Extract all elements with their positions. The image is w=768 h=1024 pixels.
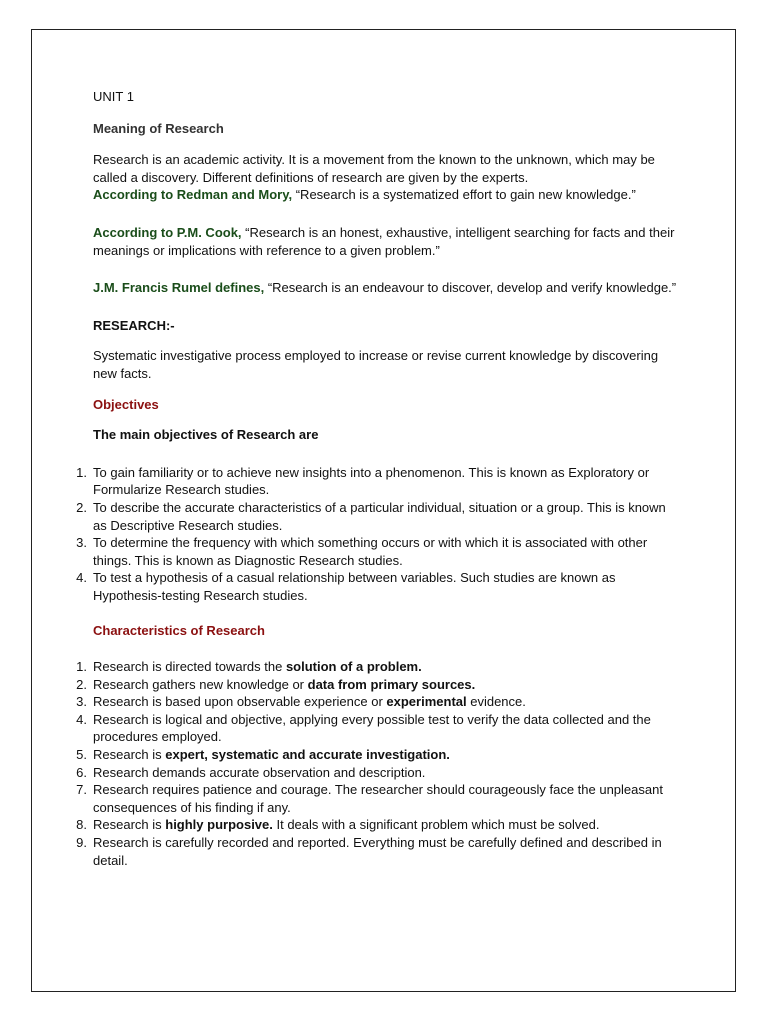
characteristics-heading: Characteristics of Research (93, 623, 265, 639)
definition-source: According to Redman and Mory, (93, 187, 293, 203)
research-heading: RESEARCH:- (93, 317, 175, 333)
list-number: 4. (76, 711, 87, 727)
list-text-bold: highly purposive. (165, 817, 273, 833)
list-item (76, 693, 679, 711)
list-item (76, 464, 679, 499)
definition-text: “Research is an endeavour to discover, develop and verify knowledge.” (264, 280, 677, 296)
list-item (76, 658, 679, 676)
list-text: To describe the accurate characteristics of a particular individual, situation or a group. This is known as Descriptive Research studies. (93, 499, 666, 533)
list-number: 3. (76, 535, 87, 551)
list-text: Research requires patience and courage. The researcher should courageously face the unpleasant consequences of his finding if any. (93, 782, 663, 815)
list-text: Research is logical and objective, applying every possible test to verify the data collected and the procedures employed. (93, 711, 651, 745)
list-item (76, 499, 679, 534)
list-number: 7. (76, 782, 87, 798)
meaning-heading: Meaning of Research (93, 120, 224, 136)
list-number: 2. (76, 676, 87, 692)
intro-paragraph: Research is an academic activity. It is a movement from the known to the unknown, which may be called a discovery. Different definitions of research are given by the experts. (93, 152, 655, 185)
list-item (76, 816, 679, 834)
list-text-bold: experimental (386, 694, 467, 710)
list-text: To test a hypothesis of a casual relationship between variables. Such studies are known as Hypothesis-testing Research studies. (93, 570, 616, 603)
list-text: Research is carefully recorded and reported. Everything must be carefully defined and described in detail. (93, 835, 662, 868)
list-number: 1. (76, 464, 87, 480)
list-text: Research is based upon observable experience or (93, 694, 387, 710)
list-number: 3. (76, 694, 87, 710)
list-item (76, 676, 679, 694)
characteristics-list (76, 658, 679, 869)
document-page (31, 29, 736, 992)
list-number: 2. (76, 499, 87, 515)
research-definition: Systematic investigative process employed to increase or revise current knowledge by discovering new facts. (93, 348, 659, 381)
objectives-intro: The main objectives of Research are (93, 427, 319, 443)
list-text: Research gathers new knowledge or (93, 676, 308, 692)
list-text: To determine the frequency with which something occurs or with which it is associated with other things. This is known as Diagnostic Research studies. (93, 535, 648, 568)
definition-3 (93, 279, 679, 297)
list-text: Research is (93, 747, 166, 763)
list-text: Research is directed towards the (93, 659, 286, 675)
list-item (76, 781, 679, 816)
definition-2 (93, 224, 679, 259)
definition-source: J.M. Francis Rumel defines, (93, 280, 265, 296)
list-item (76, 834, 679, 869)
list-number: 8. (76, 817, 87, 833)
list-item (76, 711, 679, 746)
list-item (76, 746, 679, 764)
definition-text: “Research is a systematized effort to gain new knowledge.” (292, 187, 636, 203)
list-text: It deals with a significant problem which must be solved. (272, 817, 600, 833)
list-item (76, 534, 679, 569)
list-text: evidence. (466, 694, 526, 710)
unit-label: UNIT 1 (93, 89, 134, 104)
list-item (76, 764, 679, 782)
definition-text: “Research is an honest, exhaustive, intelligent searching for facts and their meanings or implications with reference to a given problem.” (93, 224, 675, 258)
list-number: 4. (76, 570, 87, 586)
list-text-bold: solution of a problem. (285, 659, 422, 675)
objectives-list (76, 464, 679, 605)
list-text: Research is (93, 817, 166, 833)
list-text: To gain familiarity or to achieve new insights into a phenomenon. This is known as Exploratory or Formularize Research studies. (93, 464, 650, 498)
definition-source: According to P.M. Cook, (93, 224, 242, 240)
list-text: Research demands accurate observation and description. (93, 764, 426, 780)
objectives-heading: Objectives (93, 396, 159, 412)
list-number: 1. (76, 659, 87, 675)
list-item (76, 569, 679, 604)
list-number: 9. (76, 835, 87, 850)
definition-1 (93, 186, 679, 204)
page-content (76, 88, 679, 869)
list-text-bold: expert, systematic and accurate investigation. (165, 747, 450, 763)
list-text-bold: data from primary sources. (307, 676, 476, 692)
list-number: 5. (76, 747, 87, 763)
list-number: 6. (76, 764, 87, 780)
